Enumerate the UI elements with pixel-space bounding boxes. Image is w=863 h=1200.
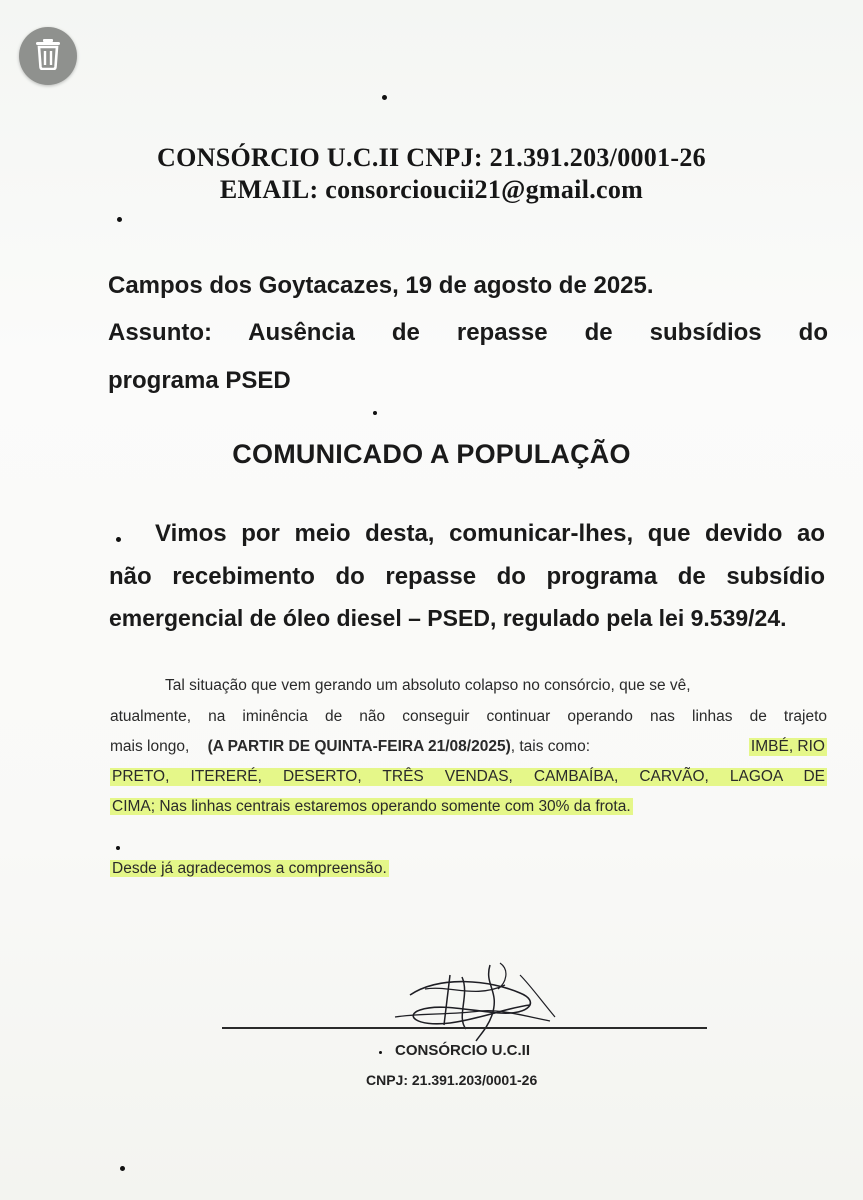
detail-line-3-prefix: mais longo, — [110, 738, 190, 755]
delete-button[interactable] — [19, 27, 77, 85]
main-paragraph-line-2: não recebimento do repasse do programa de subsídio — [109, 563, 825, 590]
detail-line-2: atualmente, na iminência de não conseguir continuar operando nas linhas de trajeto — [110, 708, 827, 725]
detail-line-5 — [110, 798, 827, 816]
header-company: CONSÓRCIO U.C.II CNPJ: 21.391.203/0001-26 — [157, 143, 706, 172]
trash-icon — [33, 38, 63, 75]
signature-name: CONSÓRCIO U.C.II — [395, 1042, 531, 1059]
bullet-dot — [116, 537, 121, 542]
notice-title: COMUNICADO A POPULAÇÃO — [232, 439, 631, 469]
highlighted-fleet-note: CIMA; Nas linhas centrais estaremos operando somente com 30% da frota. — [112, 798, 631, 815]
highlighted-lines-list: PRETO, ITERERÉ, DESERTO, TRÊS VENDAS, CAMBAÍBA, CARVÃO, LAGOA DE — [112, 768, 825, 785]
detail-line-3-mid: , tais como: — [510, 738, 590, 755]
signature-line — [222, 1027, 707, 1029]
ink-speck — [116, 846, 120, 850]
ink-speck — [379, 1051, 382, 1054]
detail-line-4 — [110, 768, 827, 786]
main-paragraph-line-1: Vimos por meio desta, comunicar-lhes, que devido ao — [155, 520, 825, 547]
header-email: EMAIL: consorcioucii21@gmail.com — [219, 175, 644, 204]
subject-line-2: programa PSED — [108, 367, 291, 394]
signature-scribble — [380, 955, 570, 1045]
ink-speck — [120, 1166, 125, 1171]
main-paragraph-line-3: emergencial de óleo diesel – PSED, regulado pela lei 9.539/24. — [109, 605, 787, 631]
detail-line-1: Tal situação que vem gerando um absoluto colapso no consórcio, que se vê, — [165, 677, 691, 694]
closing-line — [110, 860, 827, 878]
subject-line-1: Assunto: Ausência de repasse de subsídios do — [108, 319, 828, 346]
ink-speck — [382, 95, 387, 100]
effective-date: (A PARTIR DE QUINTA-FEIRA 21/08/2025) — [207, 738, 511, 755]
highlighted-lines-start: IMBÉ, RIO — [750, 738, 825, 755]
ink-speck — [373, 411, 377, 415]
closing-text: Desde já agradecemos a compreensão. — [112, 860, 387, 877]
ink-speck — [117, 217, 122, 222]
place-date: Campos dos Goytacazes, 19 de agosto de 2025. — [108, 272, 654, 299]
signature-cnpj: CNPJ: 21.391.203/0001-26 — [366, 1072, 538, 1088]
detail-line-3 — [110, 738, 827, 756]
